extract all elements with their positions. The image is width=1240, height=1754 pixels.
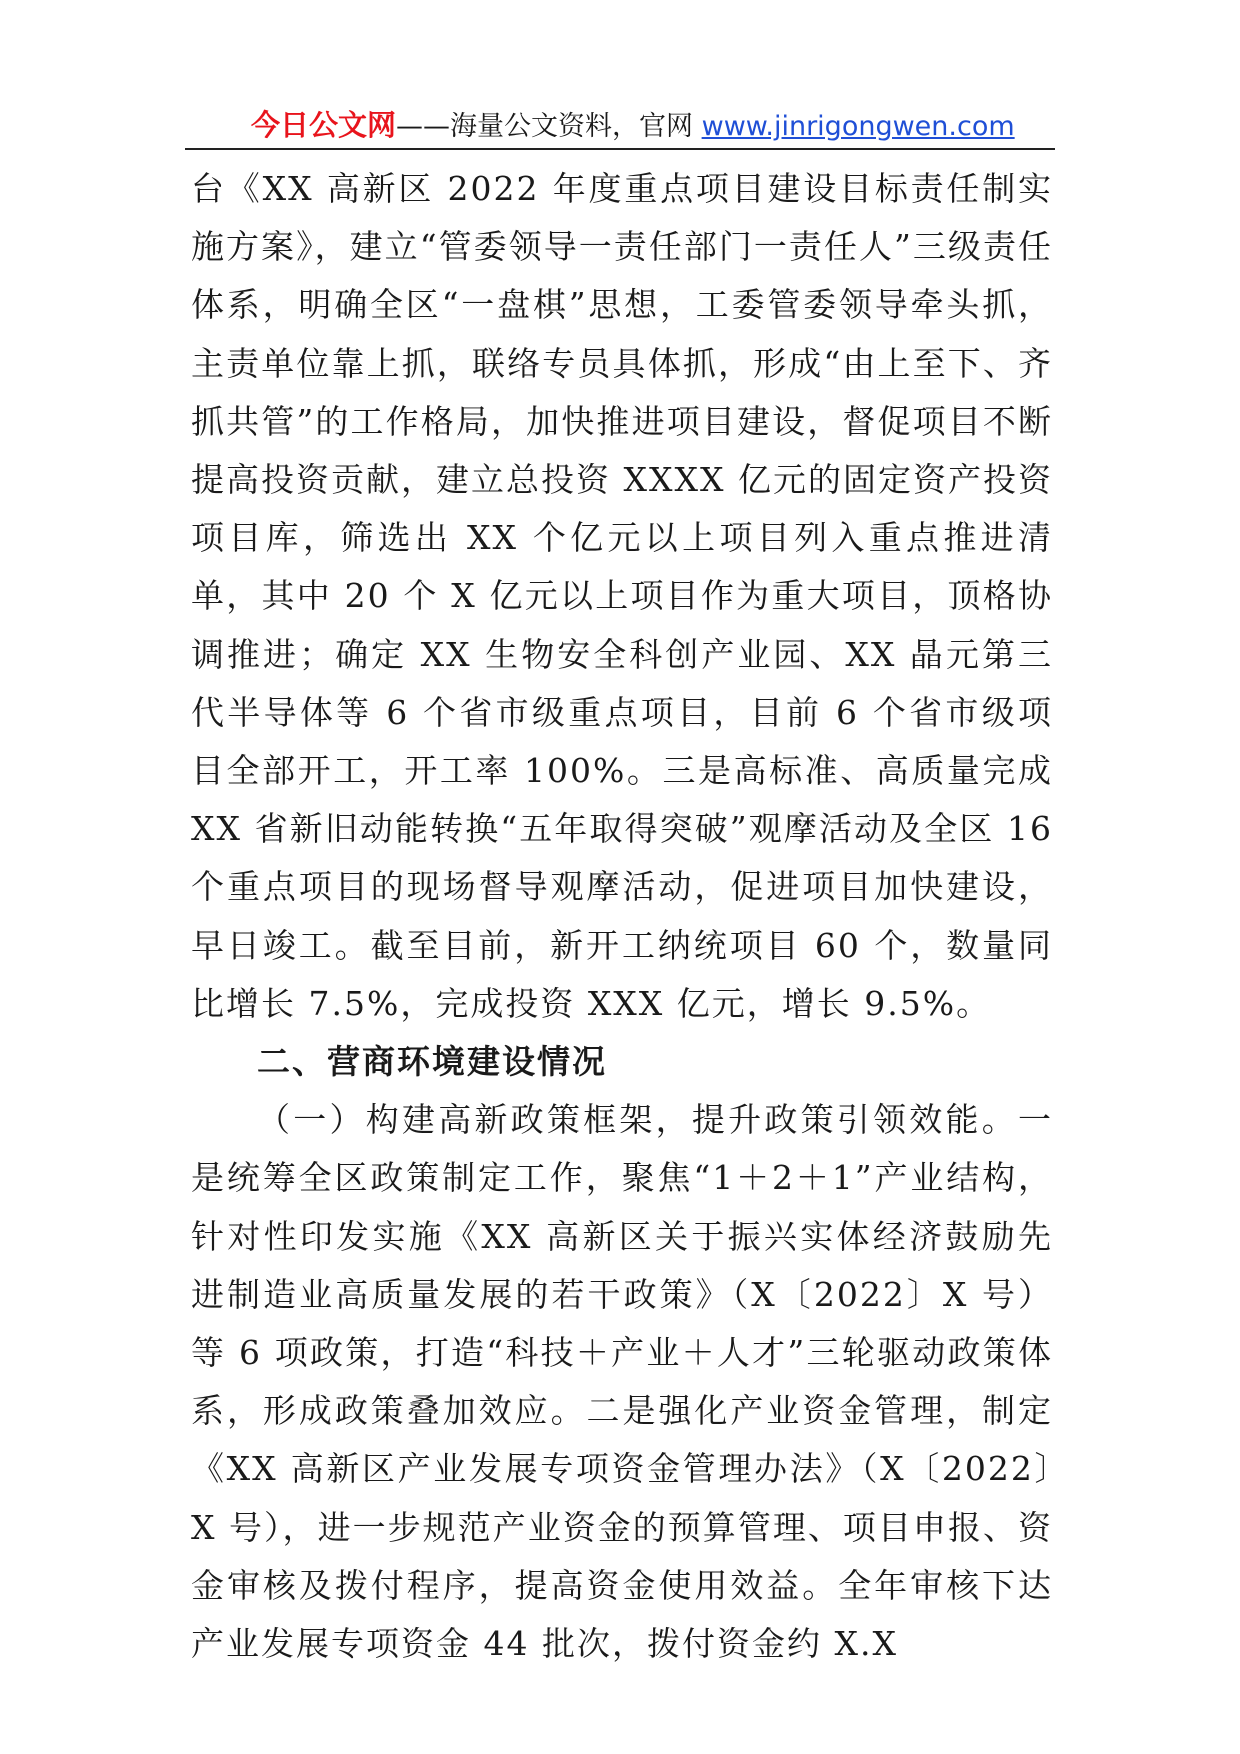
page-header <box>185 104 1055 150</box>
header-line <box>251 108 1015 144</box>
body-paragraph: （一）构建高新政策框架，提升政策引领效能。一是统筹全区政策制定工作，聚焦“1＋2＋1”产业结构，针对性印发实施《XX 高新区关于振兴实体经济鼓励先进制造业高质量发展的若干政策》（X〔2022〕X 号）等 6 项政策，打造“科技＋产业＋人才”三轮驱动政策体系，形成政策叠加效应。二是强化产业资金管理，制定《XX 高新区产业发展专项资金管理办法》（X〔2022〕X 号），进一步规范产业资金的预算管理、项目申报、资金审核及拨付程序，提高资金使用效益。全年审核下达产业发展专项资金 44 批次，拨付资金约 X.X <box>191 1100 1053 1664</box>
body-paragraph-continued: 台《XX 高新区 2022 年度重点项目建设目标责任制实施方案》，建立“管委领导一责任部门一责任人”三级责任体系，明确全区“一盘棋”思想，工委管委领导牵头抓，主责单位靠上抓，联络专员具体抓，形成“由上至下、齐抓共管”的工作格局，加快推进项目建设，督促项目不断提高投资贡献，建立总投资 XXXX 亿元的固定资产投资项目库，筛选出 XX 个亿元以上项目列入重点推进清单，其中 20 个 X 亿元以上项目作为重大项目，顶格协调推进；确定 XX 生物安全科创产业园、XX 晶元第三代半导体等 6 个省市级重点项目，目前 6 个省市级项目全部开工，开工率 100%。三是高标准、高质量完成 XX 省新旧动能转换“五年取得突破”观摩活动及全区 16 个重点项目的现场督导观摩活动，促进项目加快建设，早日竣工。截至目前，新开工纳统项目 60 个，数量同比增长 7.5%，完成投资 XXX 亿元，增长 9.5%。 <box>191 169 1053 1023</box>
website-link[interactable]: www.jinrigongwen.com <box>701 111 1015 142</box>
header-tagline: ——海量公文资料，官网 <box>396 111 702 142</box>
section-heading: 二、营商环境建设情况 <box>257 1042 607 1082</box>
document-body <box>191 160 1053 1673</box>
brand-name: 今日公文网 <box>251 108 397 142</box>
